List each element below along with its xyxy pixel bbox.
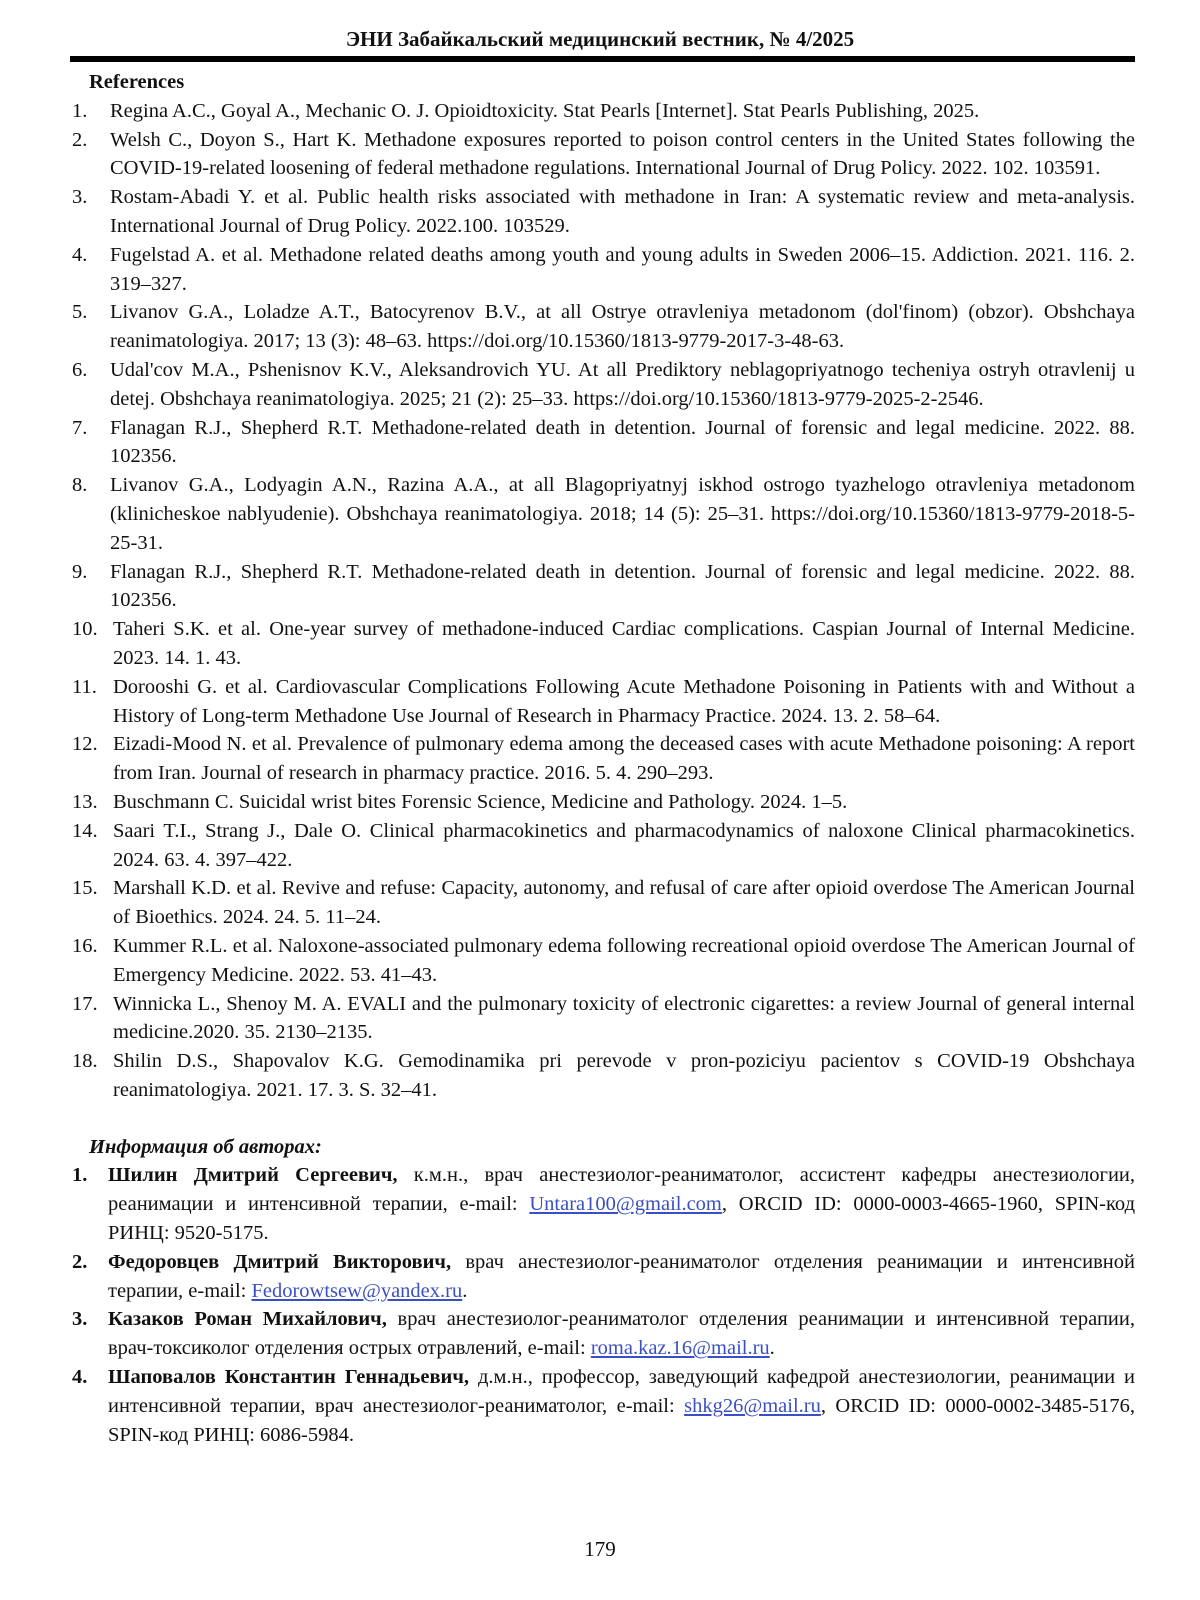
reference-number: 11. bbox=[72, 675, 97, 698]
reference-number: 18. bbox=[72, 1050, 98, 1073]
reference-number: 9. bbox=[72, 560, 88, 583]
author-item bbox=[72, 1161, 1135, 1247]
reference-number: 17. bbox=[72, 992, 98, 1015]
reference-item bbox=[72, 298, 1135, 356]
author-name: Шаповалов Константин Геннадьевич, bbox=[108, 1366, 470, 1389]
reference-item bbox=[72, 558, 1135, 616]
reference-item bbox=[72, 673, 1135, 731]
reference-text: Rostam-Abadi Y. et al. Public health risks associated with methadone in Iran: A systematic review and meta-analysis. International Journal of Drug Policy. 2022.100. 103529. bbox=[110, 186, 1135, 237]
reference-number: 4. bbox=[72, 243, 88, 266]
reference-text: Winnicka L., Shenoy M. A. EVALI and the pulmonary toxicity of electronic cigarettes: a review Journal of general internal medicine.2020. 35. 2130–2135. bbox=[113, 992, 1135, 1044]
author-item bbox=[72, 1248, 1135, 1306]
author-number: 3. bbox=[72, 1308, 88, 1331]
reference-text: Dorooshi G. et al. Cardiovascular Complications Following Acute Methadone Poisoning in Patients with and Without a History of Long-term Methadone Use Journal of Research in Pharmacy Practice. 2024. 13. 2. 58–64. bbox=[113, 675, 1135, 727]
reference-number: 1. bbox=[72, 99, 88, 122]
authors-list bbox=[72, 1161, 1135, 1449]
page-content bbox=[72, 68, 1135, 1449]
reference-item bbox=[72, 97, 1135, 126]
reference-number: 10. bbox=[72, 618, 98, 641]
header-rule bbox=[70, 56, 1135, 62]
reference-item bbox=[72, 932, 1135, 990]
author-email-link[interactable]: Untara100@gmail.com bbox=[529, 1193, 722, 1216]
authors-title: Информация об авторах: bbox=[89, 1135, 322, 1158]
reference-text: Livanov G.A., Loladze A.T., Batocyrenov B.V., at all Ostrye otravleniya metadonom (dol'finom) (obzor). Obshchaya reanimatologiya. 2017; 13 (3): 48–63. https://doi.org/10.15360/1813-9779-2017-3-48-63. bbox=[110, 301, 1135, 353]
reference-text: Marshall K.D. et al. Revive and refuse: Capacity, autonomy, and refusal of care after opioid overdose The American Journal of Bioethics. 2024. 24. 5. 11–24. bbox=[113, 877, 1135, 929]
reference-text: Buschmann C. Suicidal wrist bites Forensic Science, Medicine and Pathology. 2024. 1–5. bbox=[113, 790, 848, 813]
reference-item bbox=[72, 615, 1135, 673]
author-number: 4. bbox=[72, 1366, 88, 1389]
author-number: 2. bbox=[72, 1250, 88, 1273]
page-number: 179 bbox=[584, 1537, 616, 1561]
reference-number: 3. bbox=[72, 186, 88, 209]
reference-item bbox=[72, 817, 1135, 875]
reference-item bbox=[72, 414, 1135, 472]
reference-text: Eizadi-Mood N. et al. Prevalence of pulmonary edema among the deceased cases with acute Methadone poisoning: A report from Iran. Journal of research in pharmacy practice. 2016. 5. 4. 290–293. bbox=[113, 733, 1135, 785]
reference-number: 14. bbox=[72, 819, 98, 842]
author-details-tail: , ORCID ID: 0000-0003-4665-1960, SPIN-код РИНЦ: 9520-5175. bbox=[108, 1193, 1136, 1245]
reference-item bbox=[72, 126, 1135, 184]
reference-item bbox=[72, 874, 1135, 932]
journal-header: ЭНИ Забайкальский медицинский вестник, № 4/2025 bbox=[345, 27, 855, 51]
reference-text: Shilin D.S., Shapovalov K.G. Gemodinamika pri perevode v pron-poziciyu pacientov s COVID-19 Obshchaya reanimatologiya. 2021. 17. 3. S. 32–41. bbox=[113, 1050, 1135, 1101]
reference-item bbox=[72, 241, 1135, 299]
author-email-link[interactable]: Fedorowtsew@yandex.ru bbox=[251, 1279, 463, 1302]
reference-item bbox=[72, 990, 1135, 1048]
author-name: Шилин Дмитрий Сергеевич, bbox=[108, 1164, 398, 1187]
author-details-tail: . bbox=[769, 1337, 775, 1360]
reference-item bbox=[72, 183, 1135, 241]
reference-number: 13. bbox=[72, 790, 98, 813]
reference-text: Taheri S.K. et al. One-year survey of methadone-induced Cardiac complications. Caspian Journal of Internal Medicine. 2023. 14. 1. 43. bbox=[113, 618, 1135, 669]
author-name: Федоровцев Дмитрий Викторович, bbox=[108, 1250, 452, 1273]
author-details: врач анестезиолог-реаниматолог отделения реанимации и интенсивной терапии, e-mail: bbox=[108, 1250, 1135, 1302]
references-list bbox=[72, 97, 1135, 1105]
author-email-link[interactable]: roma.kaz.16@mail.ru bbox=[590, 1337, 770, 1360]
reference-item bbox=[72, 788, 1135, 817]
reference-item bbox=[72, 471, 1135, 557]
reference-text: Regina A.C., Goyal A., Mechanic O. J. Opioidtoxicity. Stat Pearls [Internet]. Stat Pearls Publishing, 2025. bbox=[110, 99, 980, 122]
author-details-tail: . bbox=[462, 1279, 468, 1302]
reference-number: 2. bbox=[72, 128, 88, 151]
reference-number: 8. bbox=[72, 474, 88, 497]
reference-text: Saari T.I., Strang J., Dale O. Clinical pharmacokinetics and pharmacodynamics of naloxone Clinical pharmacokinetics. 2024. 63. 4. 397–422. bbox=[113, 819, 1135, 871]
author-item bbox=[72, 1363, 1135, 1449]
reference-text: Udal'cov M.A., Pshenisnov K.V., Aleksandrovich YU. At all Prediktory neblagopriyatnogo techeniya ostryh otravlenij u detej. Obshchaya reanimatologiya. 2025; 21 (2): 25–33. https://doi.org/10.15360/1813-9779-2025-2-2546. bbox=[110, 358, 1135, 410]
reference-text: Welsh C., Doyon S., Hart K. Methadone exposures reported to poison control centers in the United States following the COVID-19-related loosening of federal methadone regulations. International Journal of Drug Policy. 2022. 102. 103591. bbox=[110, 128, 1135, 180]
reference-text: Kummer R.L. et al. Naloxone-associated pulmonary edema following recreational opioid overdose The American Journal of Emergency Medicine. 2022. 53. 41–43. bbox=[113, 934, 1135, 986]
reference-number: 15. bbox=[72, 877, 98, 900]
reference-text: Livanov G.A., Lodyagin A.N., Razina A.A., at all Blagopriyatnyj iskhod ostrogo tyazhelogo otravleniya metadonom (klinicheskoe nablyudenie). Obshchaya reanimatologiya. 2018; 14 (5): 25–31. https://doi.org/10.15360/1813-9779-2018-5-25-31. bbox=[110, 474, 1135, 554]
author-email-link[interactable]: shkg26@mail.ru bbox=[684, 1394, 821, 1417]
author-details: к.м.н., врач анестезиолог-реаниматолог, ассистент кафедры анестезиологии, реанимации и интенсивной терапии, e-mail: bbox=[108, 1164, 1136, 1216]
reference-item bbox=[72, 1047, 1135, 1105]
reference-item bbox=[72, 356, 1135, 414]
author-name: Казаков Роман Михайлович, bbox=[108, 1308, 387, 1331]
reference-number: 6. bbox=[72, 358, 88, 381]
author-details: д.м.н., профессор, заведующий кафедрой анестезиологии, реанимации и интенсивной терапии, врач анестезиолог-реаниматолог, e-mail: bbox=[108, 1366, 1136, 1417]
reference-number: 5. bbox=[72, 301, 88, 324]
reference-number: 7. bbox=[72, 416, 88, 439]
reference-text: Fugelstad A. et al. Methadone related deaths among youth and young adults in Sweden 2006–15. Addiction. 2021. 116. 2. 319–327. bbox=[110, 243, 1135, 295]
reference-number: 12. bbox=[72, 733, 98, 756]
references-title: References bbox=[89, 71, 185, 93]
reference-number: 16. bbox=[72, 934, 98, 957]
author-item bbox=[72, 1305, 1135, 1363]
reference-text: Flanagan R.J., Shepherd R.T. Methadone-related death in detention. Journal of forensic and legal medicine. 2022. 88. 102356. bbox=[110, 560, 1135, 612]
author-number: 1. bbox=[72, 1164, 88, 1187]
author-details: врач анестезиолог-реаниматолог отделения реанимации и интенсивной терапии, врач-токсиколог отделения острых отравлений, e-mail: bbox=[108, 1308, 1136, 1360]
reference-item bbox=[72, 730, 1135, 788]
author-details-tail: , ORCID ID: 0000-0002-3485-5176, SPIN-код РИНЦ: 6086-5984. bbox=[108, 1394, 1135, 1446]
reference-text: Flanagan R.J., Shepherd R.T. Methadone-related death in detention. Journal of forensic and legal medicine. 2022. 88. 102356. bbox=[110, 416, 1135, 468]
